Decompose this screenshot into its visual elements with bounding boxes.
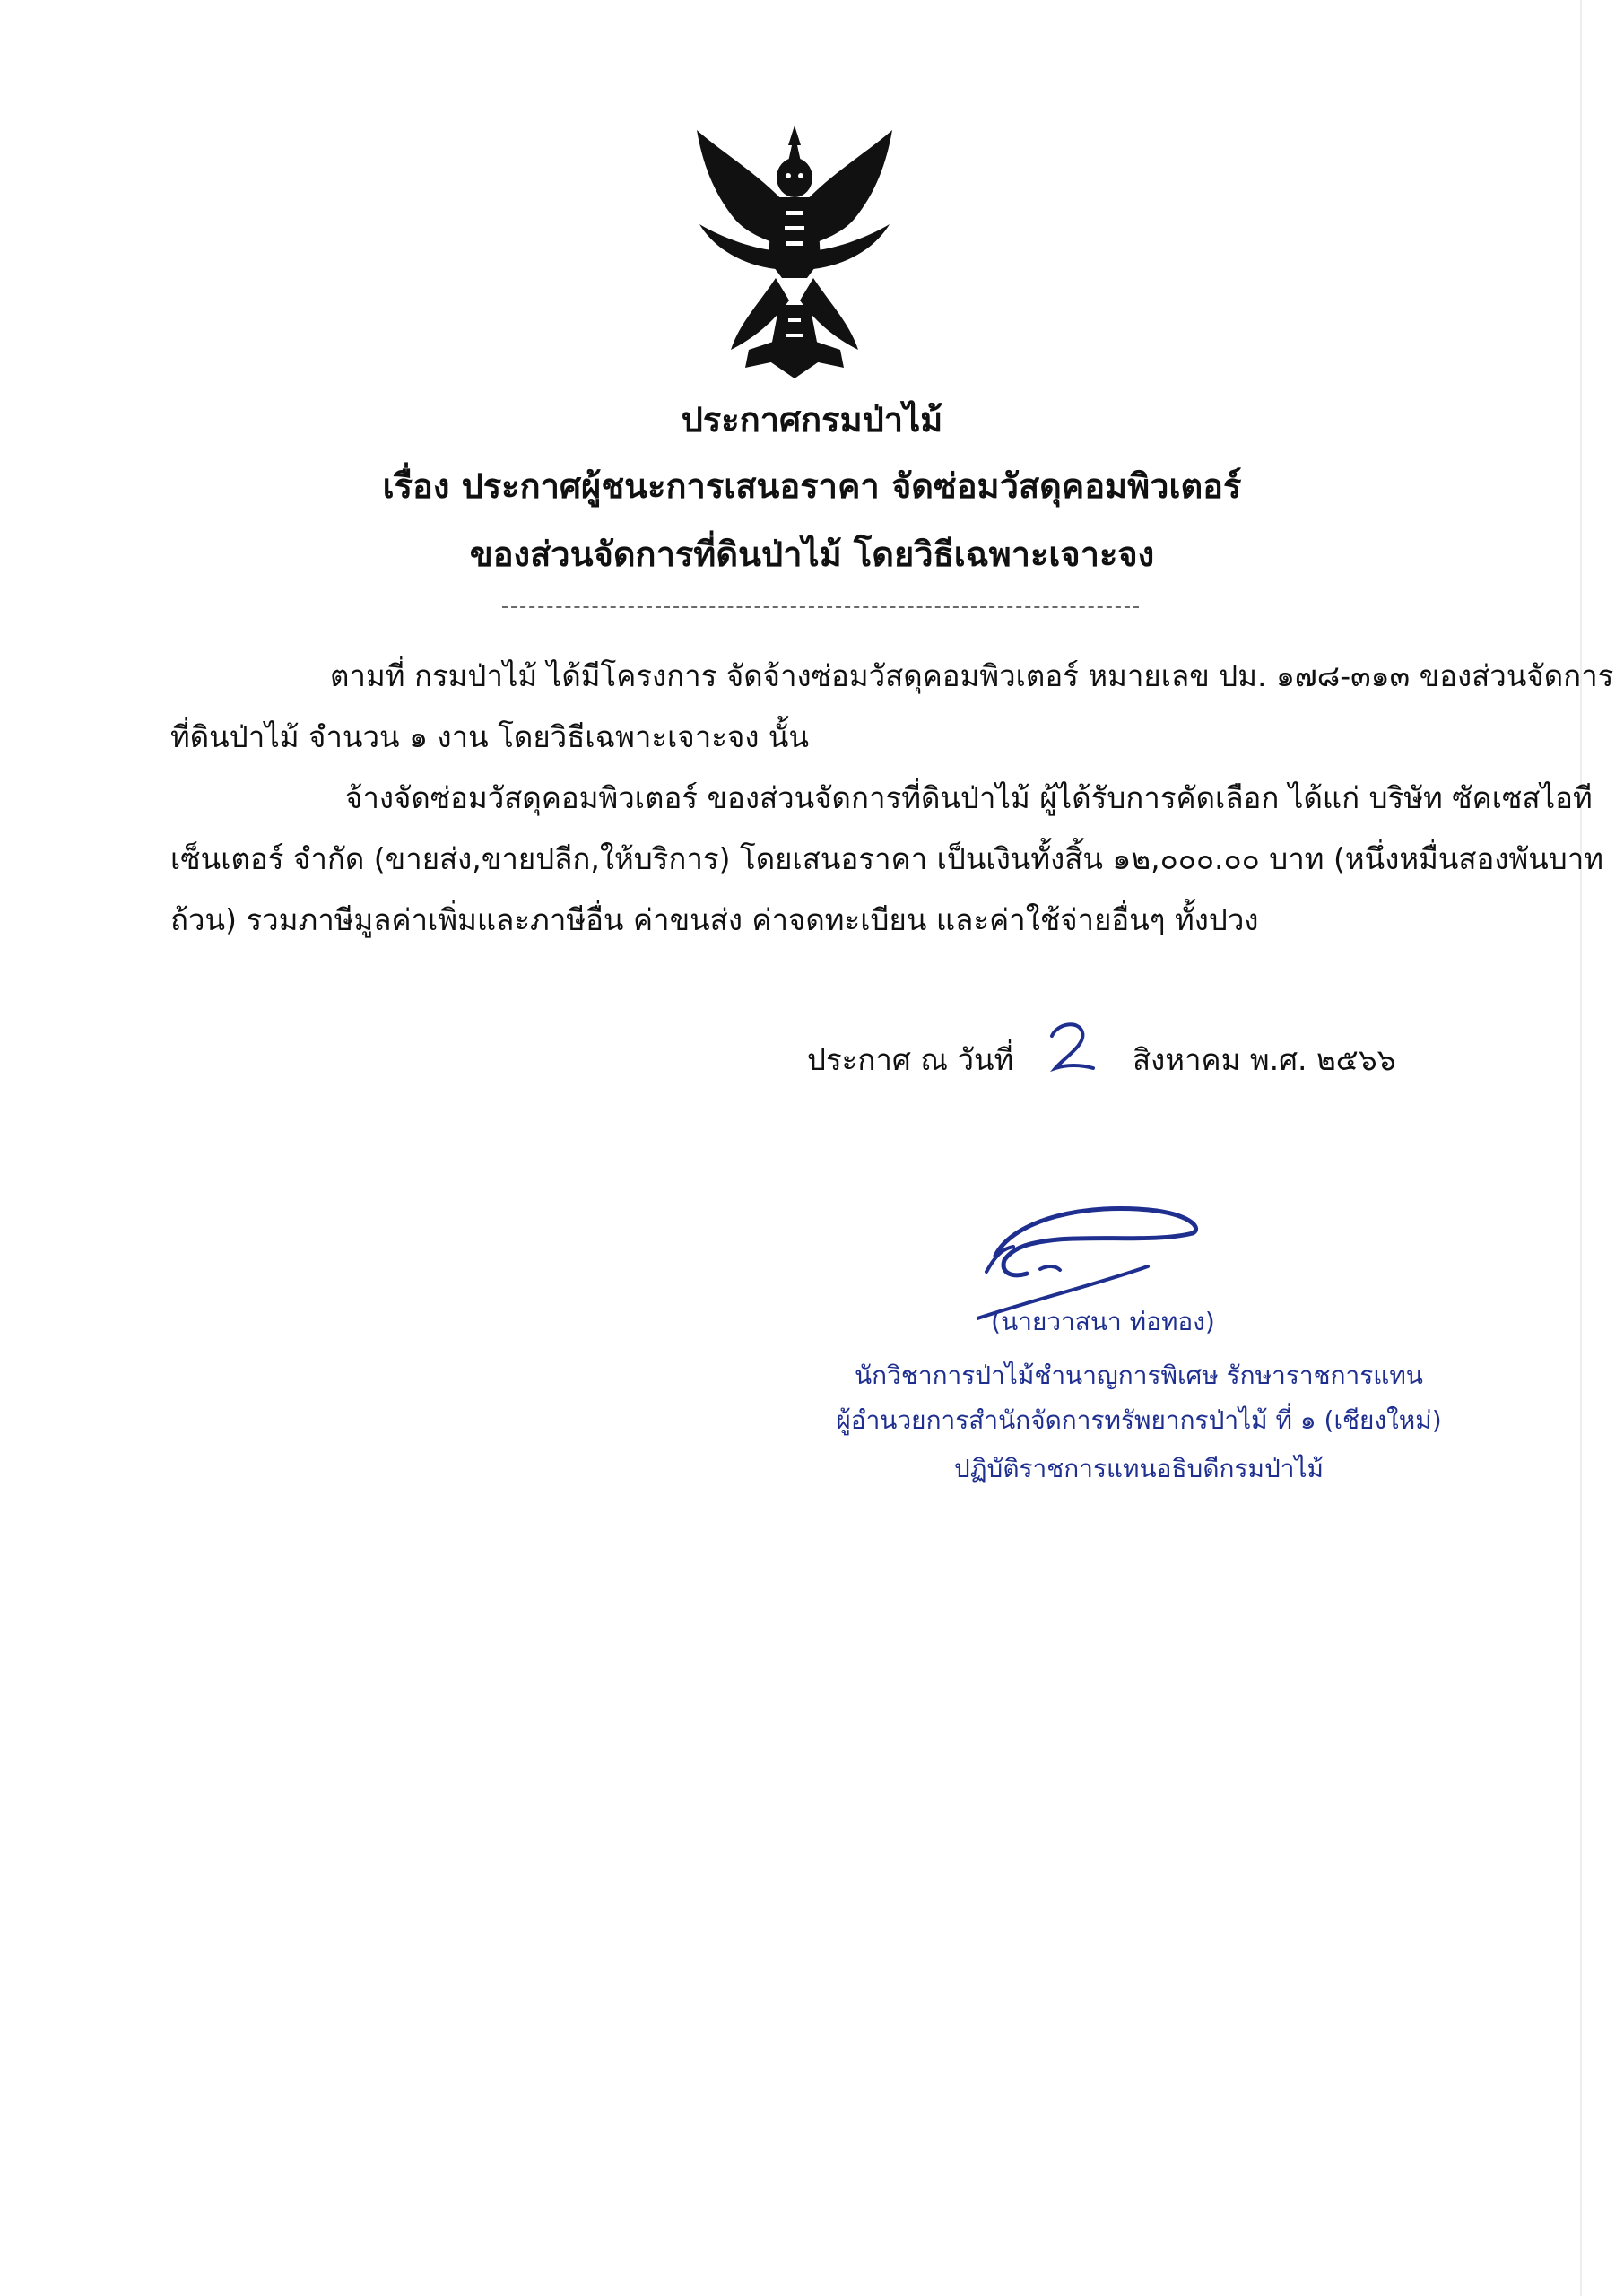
date-month-year: สิงหาคม พ.ศ. ๒๕๖๖ [1133,1042,1396,1077]
scan-edge-line [1580,0,1582,2296]
garuda-emblem-icon [686,126,903,378]
announcement-subject: เรื่อง ประกาศผู้ชนะการเสนอราคา จัดซ่อมวัสดุคอมพิวเตอร์ [382,466,1242,506]
announcement-title: ประกาศกรมป่าไม้ [681,400,943,439]
body-paragraph-1-line-2: ที่ดินป่าไม้ จำนวน ๑ งาน โดยวิธีเฉพาะเจาะจง นั้น [170,719,810,754]
signatory-position-3: ปฏิบัติราชการแทนอธิบดีกรมป่าไม้ [953,1454,1324,1483]
signatory-name: (นายวาสนา ท่อทอง) [991,1307,1215,1336]
dashed-divider [502,606,1139,608]
body-paragraph-1-line-1: ตามที่ กรมป่าไม้ ได้มีโครงการ จัดจ้างซ่อมวัสดุคอมพิวเตอร์ หมายเลข ปม. ๑๗๘-๓๑๓ ของส่วนจัดการ [330,658,1614,693]
signatory-position-2: ผู้อำนวยการสำนักจัดการทรัพยากรป่าไม้ ที่ ๑ (เชียงใหม่) [836,1405,1442,1435]
date-prefix: ประกาศ ณ วันที่ [807,1042,1014,1077]
handwritten-day-2 [1045,1016,1099,1079]
body-paragraph-2-line-1: จ้างจัดซ่อมวัสดุคอมพิวเตอร์ ของส่วนจัดการที่ดินป่าไม้ ผู้ได้รับการคัดเลือก ได้แก่ บริษัท ซัคเซสไอที [345,780,1593,815]
body-paragraph-2-line-3: ถ้วน) รวมภาษีมูลค่าเพิ่มและภาษีอื่น ค่าขนส่ง ค่าจดทะเบียน และค่าใช้จ่ายอื่นๆ ทั้งปวง [170,902,1259,937]
announcement-subject-continued: ของส่วนจัดการที่ดินป่าไม้ โดยวิธีเฉพาะเจาะจง [469,535,1155,574]
body-paragraph-2-line-2: เซ็นเตอร์ จำกัด (ขายส่ง,ขายปลีก,ให้บริการ) โดยเสนอราคา เป็นเงินทั้งสิ้น ๑๒,๐๐๐.๐๐ บาท (หนึ่งหมื่นสองพันบาท [170,841,1604,876]
signatory-position-1: นักวิชาการป่าไม้ชำนาญการพิเศษ รักษาราชการแทน [855,1361,1423,1390]
